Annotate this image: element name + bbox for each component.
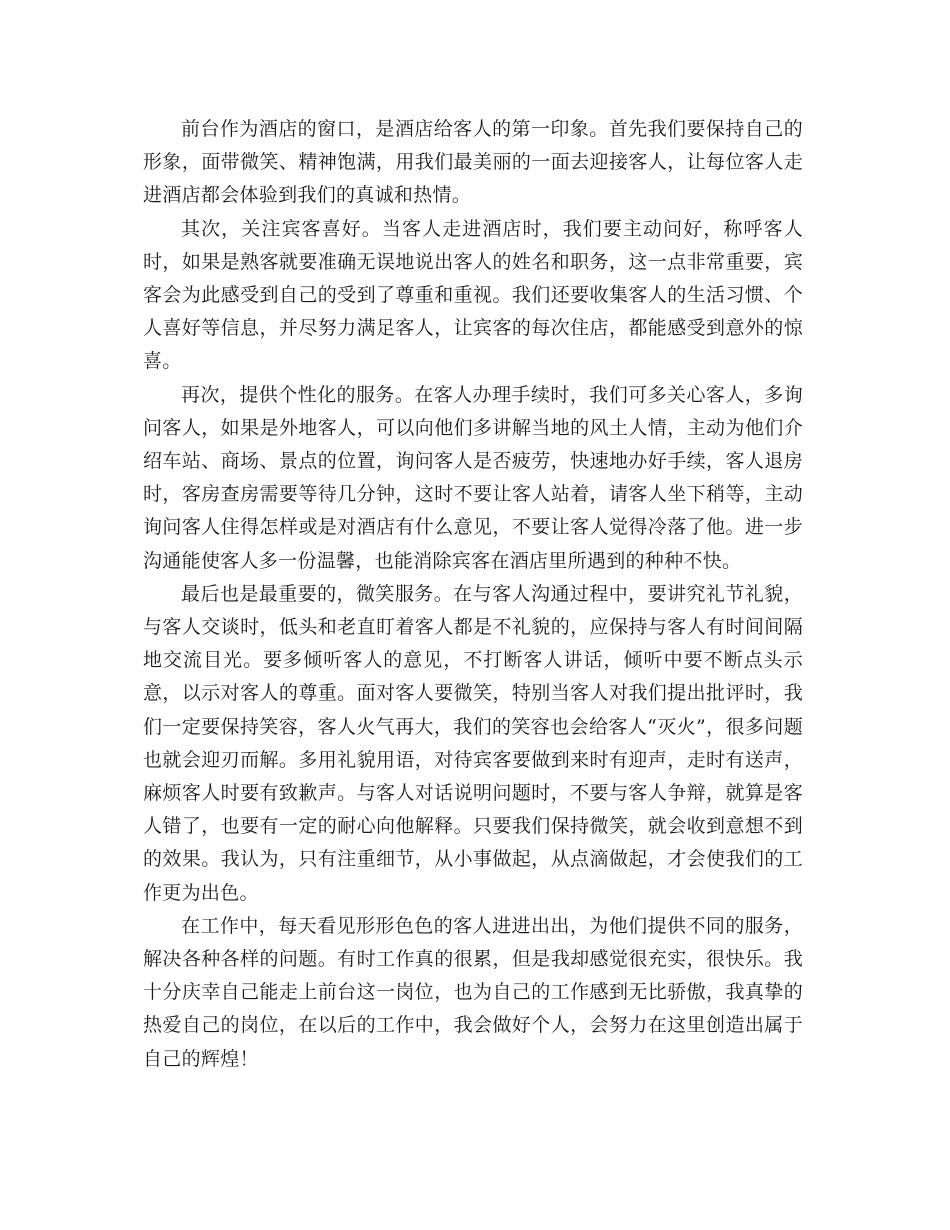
paragraph-smile-service: 最后也是最重要的，微笑服务。在与客人沟通过程中，要讲究礼节礼貌，与客人交谈时，低头和老直盯着客人都是不礼貌的，应保持与客人有时间间隔地交流目光。要多倾听客人的意见，不打断客人讲话，倾听中要不断点头示意，以示对客人的尊重。面对客人要微笑，特别当客人对我们提出批评时，我们一定要保持笑容，客人火气再大，我们的笑容也会给客人“灭火”，很多问题也就会迎刃而解。多用礼貌用语，对待宾客要做到来时有迎声，走时有送声，麻烦客人时要有致歉声。与客人对话说明问题时，不要与客人争辩，就算是客人错了，也要有一定的耐心向他解释。只要我们保持微笑，就会收到意想不到的效果。我认为，只有注重细节，从小事做起，从点滴做起，才会使我们的工作更为出色。 xyxy=(143,582,803,904)
document-body xyxy=(143,113,803,1076)
paragraph-front-desk-image: 前台作为酒店的窗口，是酒店给客人的第一印象。首先我们要保持自己的形象，面带微笑、精神饱满，用我们最美丽的一面去迎接客人，让每位客人走进酒店都会体验到我们的真诚和热情。 xyxy=(143,118,803,207)
paragraph-guest-preferences: 其次，关注宾客喜好。当客人走进酒店时，我们要主动问好，称呼客人时，如果是熟客就要准确无误地说出客人的姓名和职务，这一点非常重要，宾客会为此感受到自己的受到了尊重和重视。我们还要收集客人的生活习惯、个人喜好等信息，并尽努力满足客人，让宾客的每次住店，都能感受到意外的惊喜。 xyxy=(143,217,803,373)
paragraph-personalized-service: 再次，提供个性化的服务。在客人办理手续时，我们可多关心客人，多询问客人，如果是外地客人，可以向他们多讲解当地的风土人情，主动为他们介绍车站、商场、景点的位置，询问客人是否疲劳，快速地办好手续，客人退房时，客房查房需要等待几分钟，这时不要让客人站着，请客人坐下稍等，主动询问客人住得怎样或是对酒店有什么意见，不要让客人觉得冷落了他。进一步沟通能使客人多一份温馨，也能消除宾客在酒店里所遇到的种种不快。 xyxy=(143,383,803,572)
paragraph-conclusion: 在工作中，每天看见形形色色的客人进进出出，为他们提供不同的服务，解决各种各样的问题。有时工作真的很累，但是我却感觉很充实，很快乐。我十分庆幸自己能走上前台这一岗位，也为自己的工作感到无比骄傲，我真挚的热爱自己的岗位，在以后的工作中，我会做好个人，会努力在这里创造出属于自己的辉煌！ xyxy=(143,914,803,1070)
